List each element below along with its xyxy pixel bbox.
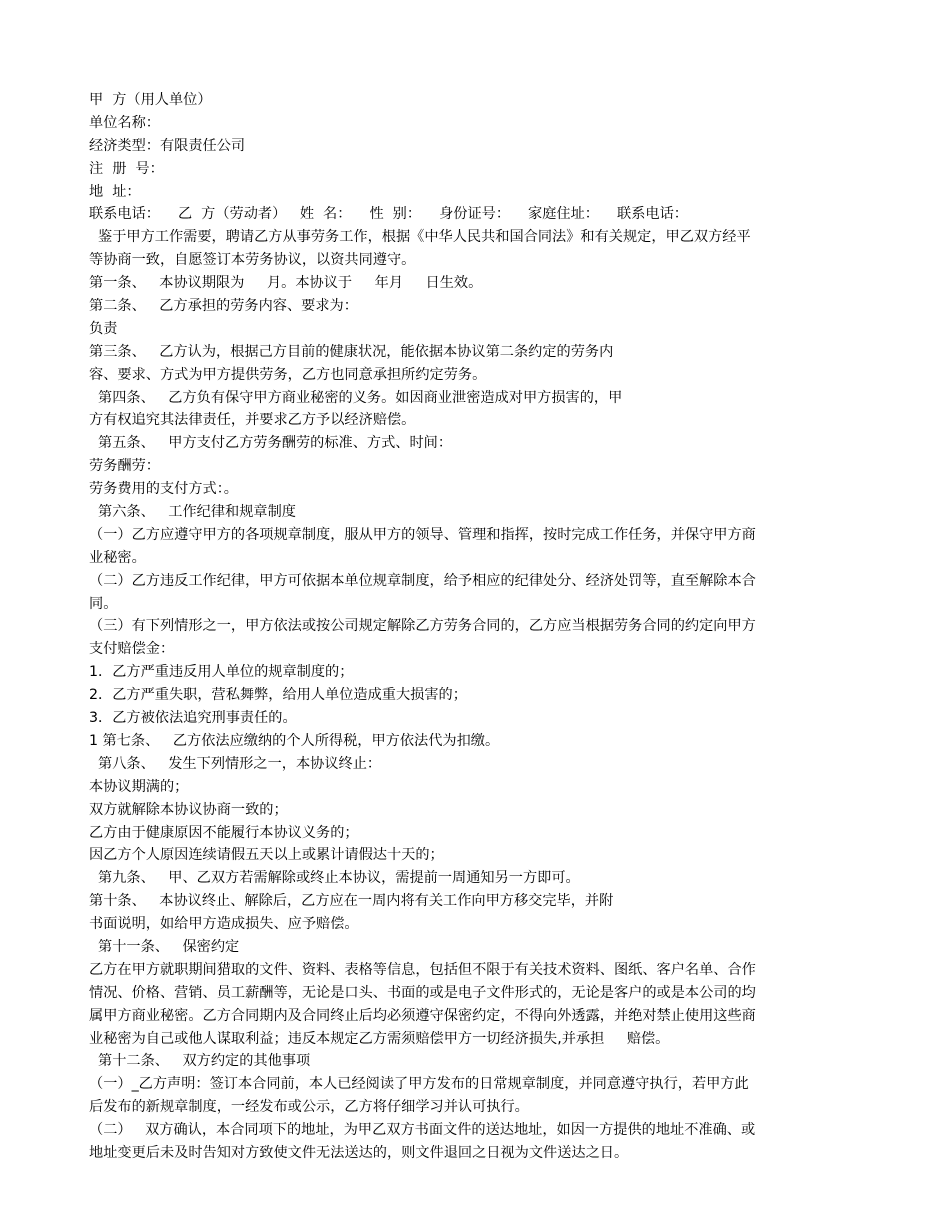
document-line: 甲 方（用人单位） [89, 92, 212, 108]
document-line: 业秘密为自己或他人谋取利益；违反本规定乙方需须赔偿甲方一切经济损失,并承担 赔偿。 [89, 1030, 670, 1047]
document-line: （三）有下列情形之一，甲方依法或按公司规定解除乙方劳务合同的，乙方应当根据劳务合同的约定向甲方 [89, 618, 756, 635]
document-line: 因乙方个人原因连续请假五天以上或累计请假达十天的； [89, 847, 444, 864]
document-line: 第十条、 本协议终止、解除后，乙方应在一周内将有关工作向甲方移交完毕，并附 [89, 893, 614, 910]
document-line: 本协议期满的； [89, 778, 189, 795]
document-line: 支付赔偿金： [89, 641, 175, 658]
document-line: 容、要求、方式为甲方提供劳务，乙方也同意承担所约定劳务。 [89, 366, 487, 383]
document-line: 属甲方商业秘密。乙方合同期内及合同终止后均必须遵守保密约定，不得向外透露，并绝对禁止使用这些商 [89, 1007, 756, 1024]
document-line: 劳务费用的支付方式：。 [89, 481, 238, 498]
document-line: 3．乙方被依法追究刑事责任的。 [89, 710, 297, 727]
document-line: 联系电话： 乙 方（劳动者） 姓 名： 性 别： 身份证号： 家庭住址： 联系电话： [89, 206, 688, 223]
document-line: 第十二条、 双方约定的其他事项 [89, 1053, 311, 1070]
document-line: 地址变更后未及时告知对方致使文件无法送达的，则文件退回之日视为文件送达之日。 [89, 1144, 629, 1161]
document-line: 乙方在甲方就职期间猎取的文件、资料、表格等信息，包括但不限于有关技术资料、图纸、客户名单、合作 [89, 961, 756, 978]
document-line: 等协商一致，自愿签订本劳务协议，以资共同遵守。 [89, 252, 416, 269]
document-line: 书面说明，如给甲方造成损失、应予赔偿。 [89, 916, 359, 933]
document-line: 第五条、 甲方支付乙方劳务酬劳的标准、方式、时间： [89, 435, 453, 452]
document-line: 第十一条、 保密约定 [89, 938, 240, 955]
document-line: 1．乙方严重违反用人单位的规章制度的； [89, 664, 354, 681]
document-line: （一）_乙方声明：签订本合同前，本人已经阅读了甲方发布的日常规章制度，并同意遵守执行，若甲方此 [89, 1076, 749, 1093]
document-line: 经济类型：有限责任公司 [89, 137, 246, 154]
document-line: 鉴于甲方工作需要，聘请乙方从事劳务工作，根据《中华人民共和国合同法》和有关规定，甲乙双方经平 [89, 229, 751, 246]
document-line: 第二条、 乙方承担的劳务内容、要求为： [89, 298, 358, 315]
document-line: 第八条、 发生下列情形之一，本协议终止： [89, 755, 382, 772]
document-line: （一）乙方应遵守甲方的各项规章制度，服从甲方的领导、管理和指挥，按时完成工作任务，并保守甲方商 [89, 526, 756, 543]
document-line: 第一条、 本协议期限为 月。本协议于 年月 日生效。 [89, 275, 483, 292]
document-line: 1 第七条、 乙方依法应缴纳的个人所得税，甲方依法代为扣缴。 [89, 732, 500, 749]
document-line: 地 址： [89, 183, 141, 200]
document-line: 负责 [89, 320, 118, 337]
document-line: 第六条、 工作纪律和规章制度 [89, 504, 296, 521]
document-line: 2．乙方严重失职，营私舞弊，给用人单位造成重大损害的； [89, 687, 467, 704]
document-line: 同。 [89, 595, 118, 612]
document-line: 第三条、 乙方认为，根据己方目前的健康状况，能依据本协议第二条约定的劳务内 [89, 343, 614, 360]
document-line: 注 册 号： [89, 160, 164, 177]
document-body [89, 89, 864, 1165]
document-line: 劳务酬劳： [89, 458, 160, 475]
document-line: 双方就解除本协议协商一致的； [89, 801, 288, 818]
document-line: 第九条、 甲、乙双方若需解除或终止本协议，需提前一周通知另一方即可。 [89, 870, 580, 887]
document-line: （二） 双方确认，本合同项下的地址，为甲乙双方书面文件的送达地址，如因一方提供的地址不准确、或 [89, 1122, 756, 1139]
document-line: 情况、价格、营销、员工薪酬等，无论是口头、书面的或是电子文件形式的，无论是客户的或是本公司的均 [89, 984, 756, 1001]
document-line: （二）乙方违反工作纪律，甲方可依据本单位规章制度，给予相应的纪律处分、经济处罚等，直至解除本合 [89, 572, 756, 589]
document-line: 单位名称： [89, 114, 160, 131]
document-line: 第四条、 乙方负有保守甲方商业秘密的义务。如因商业泄密造成对甲方损害的，甲 [89, 389, 623, 406]
document-line: 业秘密。 [89, 549, 146, 566]
document-line: 后发布的新规章制度，一经发布或公示，乙方将仔细学习并认可执行。 [89, 1099, 529, 1116]
document-line: 方有权追究其法律责任，并要求乙方予以经济赔偿。 [89, 412, 416, 429]
document-line: 乙方由于健康原因不能履行本协议义务的； [89, 824, 359, 841]
